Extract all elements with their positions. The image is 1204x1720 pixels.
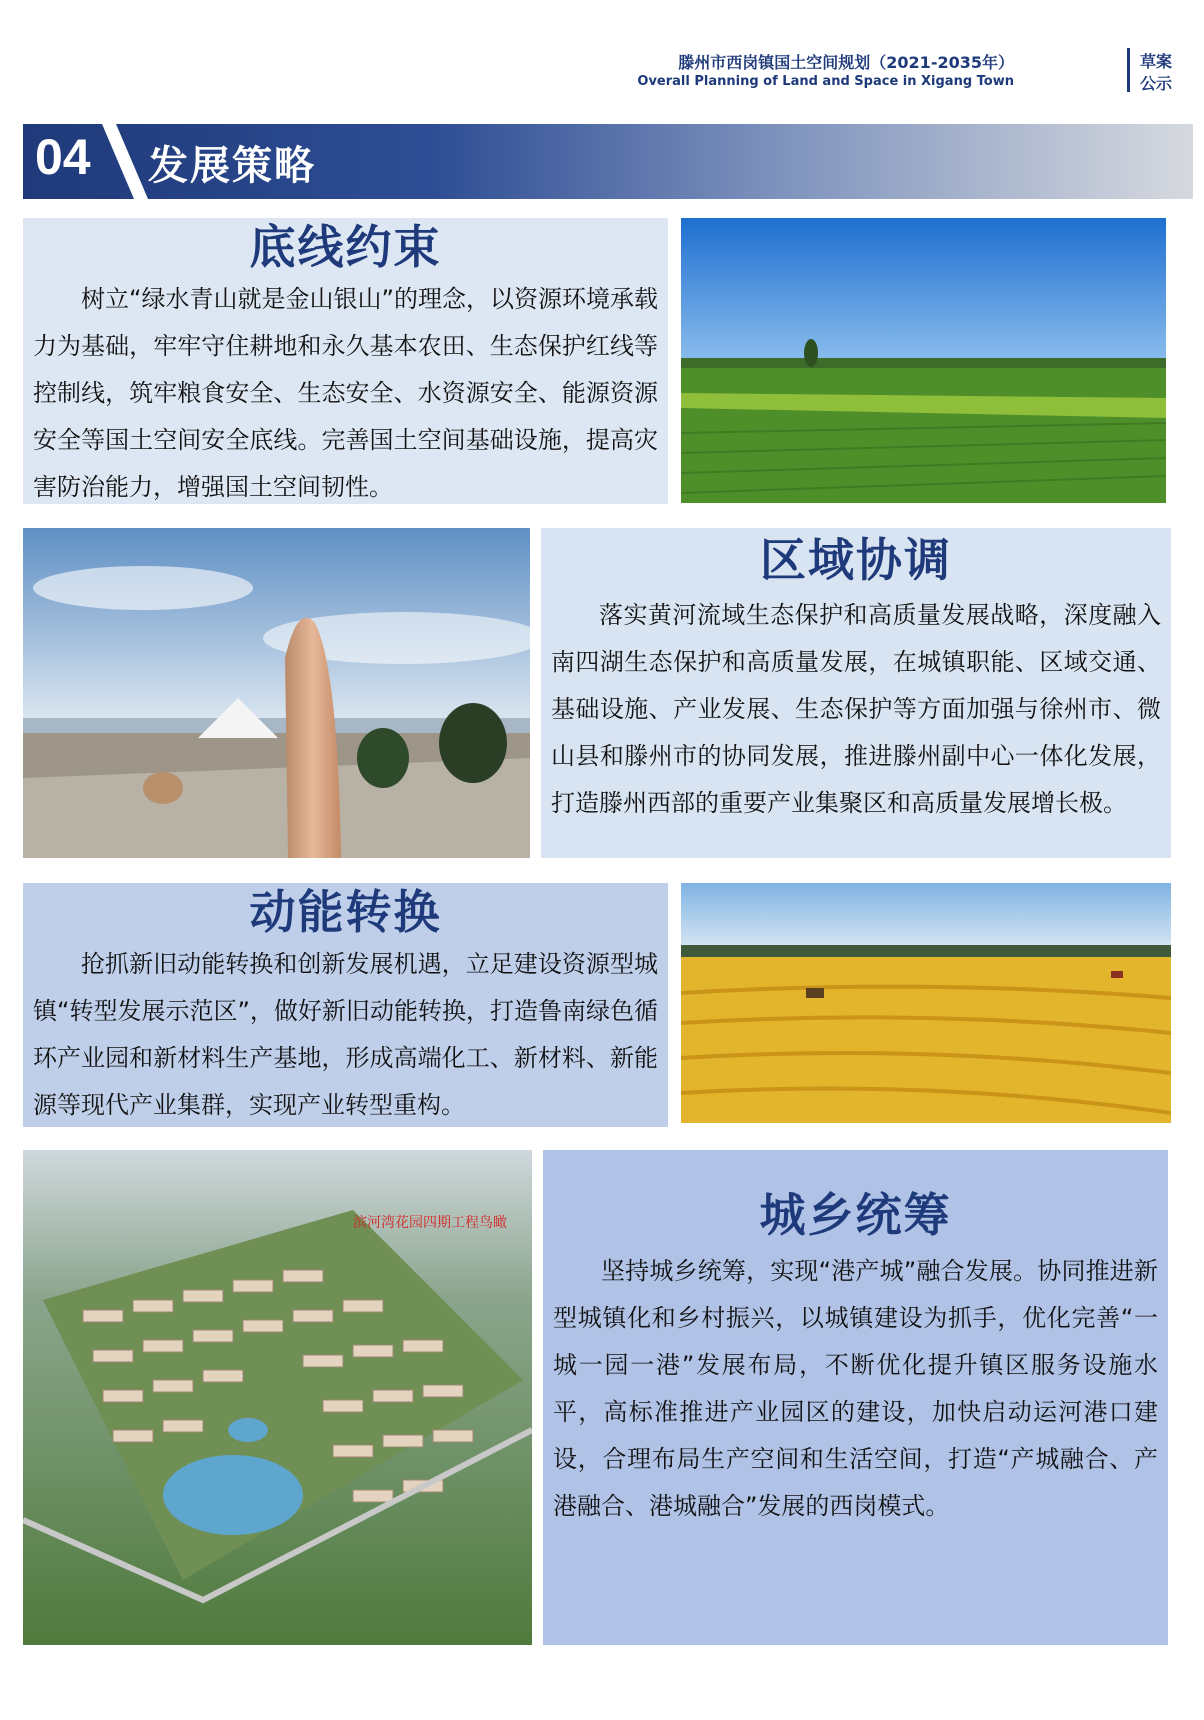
golden-harvest-field-photo	[681, 883, 1171, 1123]
block-text: 树立“绿水青山就是金山银山”的理念，以资源环境承载力为基础，牢牢守住耕地和永久基本农田、生态保护红线等控制线，筑牢粮食安全、生态安全、水资源安全、能源资源安全等国土空间安全底线。完善国土空间基础设施，提高灾害防治能力，增强国土空间韧性。	[33, 285, 658, 501]
block-title: 区域协调	[760, 533, 952, 587]
section-title: 发展策略	[148, 143, 316, 189]
header-divider	[1127, 48, 1130, 92]
strategy-block-transformation	[23, 883, 668, 1127]
strategy-block-regional	[541, 528, 1171, 858]
block-title: 底线约束	[249, 220, 442, 274]
block-text: 落实黄河流域生态保护和高质量发展战略，深度融入南四湖生态保护和高质量发展，在城镇职能、区域交通、基础设施、产业发展、生态保护等方面加强与徐州市、微山县和滕州市的协同发展，推进滕州副中心一体化发展，打造滕州西部的重要产业集聚区和高质量发展增长极。	[551, 601, 1161, 817]
block-text: 坚持城乡统筹，实现“港产城”融合发展。协同推进新型城镇化和乡村振兴，以城镇建设为抓手，优化完善“一城一园一港”发展布局，不断优化提升镇区服务设施水平，高标准推进产业园区的建设，加快启动运河港口建设，合理布局生产空间和生活空间，打造“产城融合、产港融合、港城融合”发展的西岗模式。	[553, 1257, 1158, 1520]
document-title-en: Overall Planning of Land and Space in Xigang Town	[637, 74, 1014, 89]
status-public-label: 公示	[1140, 74, 1173, 93]
document-title-cn: 滕州市西岗镇国土空间规划（2021-2035年）	[678, 53, 1014, 72]
strategy-block-baseline	[23, 218, 668, 504]
rendering-caption: 滨河湾花园四期工程鸟瞰	[353, 1215, 507, 1231]
block-text: 抢抓新旧动能转换和创新发展机遇，立足建设资源型城镇“转型发展示范区”，做好新旧动能转换，打造鲁南绿色循环产业园和新材料生产基地，形成高端化工、新材料、新能源等现代产业集群，实现产业转型重构。	[33, 950, 658, 1119]
block-title: 城乡统筹	[759, 1188, 952, 1242]
banner-slash-decoration	[102, 124, 152, 199]
stone-monument-plaza-photo	[23, 528, 530, 858]
residential-aerial-rendering	[23, 1150, 532, 1645]
section-number: 04	[35, 129, 91, 185]
strategy-block-urban-rural	[543, 1150, 1168, 1645]
status-draft-label: 草案	[1140, 52, 1173, 71]
wheat-field-photo	[681, 218, 1166, 503]
block-title: 动能转换	[249, 885, 442, 939]
